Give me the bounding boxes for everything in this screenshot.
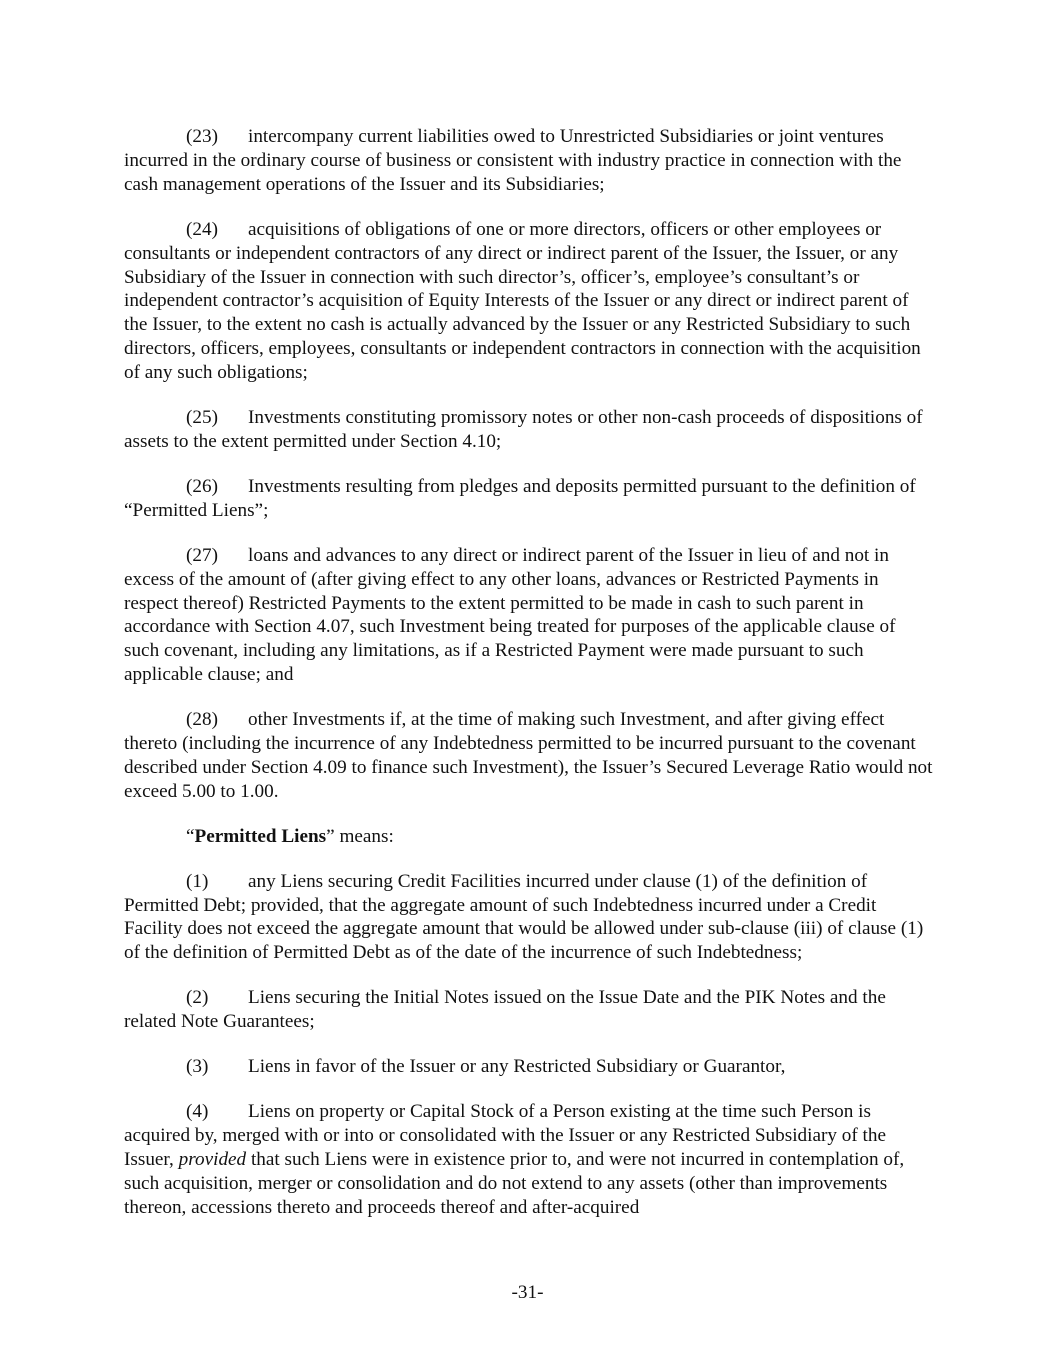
clause-text: loans and advances to any direct or indirect parent of the Issuer in lieu of and not in excess of the amount of (after giving effect to any other loans, advances or Restricted Payments in respect thereof) Restricted Payments to the extent permitted to be made in cash to such parent in accordance with Section 4.07, such Investment being treated for purposes of the applicable clause of such covenant, including any limitations, as if a Restricted Payment were made pursuant to such applicable clause; and <box>124 544 896 686</box>
clause-text: other Investments if, at the time of making such Investment, and after giving effect thereto (including the incurrence of any Indebtedness permitted to be incurred pursuant to the covenant described under Section 4.09 to finance such Investment), the Issuer’s Secured Leverage Ratio would not exceed 5.00 to 1.00. <box>124 709 933 802</box>
lien-clause-2 <box>124 986 934 1034</box>
clause-text: Liens securing the Initial Notes issued on the Issue Date and the PIK Notes and the related Note Guarantees; <box>124 987 886 1033</box>
clause-26 <box>124 475 934 523</box>
lien-clause-3 <box>124 1055 934 1079</box>
clause-number: (2) <box>186 987 209 1009</box>
clause-number: (24) <box>186 218 218 240</box>
lien-clause-4 <box>124 1100 934 1220</box>
clause-number: (3) <box>186 1056 209 1078</box>
clause-text: Liens in favor of the Issuer or any Restricted Subsidiary or Guarantor, <box>248 1056 786 1078</box>
clause-28 <box>124 708 934 804</box>
clause-number: (26) <box>186 475 218 497</box>
clause-number: (27) <box>186 544 218 566</box>
heading-suffix: ” means: <box>326 825 394 847</box>
clause-25 <box>124 406 934 454</box>
clause-text-after: that such Liens were in existence prior to, and were not incurred in contemplation of, such acquisition, merger or consolidation and do not extend to any assets (other than improvements thereon, accessions thereto and proceeds thereof and after-acquired <box>124 1148 905 1218</box>
page-number: -31- <box>511 1282 544 1303</box>
clause-27 <box>124 544 934 687</box>
clause-text-before: Liens on property or Capital Stock of a Person existing at the time such Person is acquired by, merged with or into or consolidated with the Issuer or any Restricted Subsidiary of the Issuer, <box>124 1101 886 1170</box>
clause-23 <box>124 125 934 197</box>
document-body <box>124 125 934 1241</box>
clause-text: any Liens securing Credit Facilities incurred under clause (1) of the definition of Permitted Debt; provided, that the aggregate amount of such Indebtedness incurred under a Credit Facility does not exceed the aggregate amount that would be allowed under sub-clause (iii) of clause (1) of the definition of Permitted Debt as of the date of the incurrence of such Indebtedness; <box>124 870 924 964</box>
open-quote: “ <box>186 825 195 847</box>
lien-clause-1 <box>124 870 934 966</box>
clause-24 <box>124 218 934 385</box>
clause-text: acquisitions of obligations of one or more directors, officers or other employees or consultants or independent contractors of any direct or indirect parent of the Issuer, the Issuer, or any Subsidiary of the Issuer in connection with such director’s, officer’s, employee’s consultant’s or independent contractor’s acquisition of Equity Interests of the Issuer or any direct or indirect parent of the Issuer, to the extent no cash is actually advanced by the Issuer or any Restricted Subsidiary to such directors, officers, employees, consultants or independent contractors in connection with the acquisition of any such obligations; <box>124 218 921 384</box>
clause-number: (28) <box>186 709 218 731</box>
clause-text: Investments constituting promissory notes or other non-cash proceeds of dispositions of assets to the extent permitted under Section 4.10; <box>124 407 923 452</box>
clause-number: (4) <box>186 1101 209 1122</box>
definition-heading <box>124 825 934 849</box>
clause-number: (25) <box>186 407 218 429</box>
clause-number: (23) <box>186 126 218 147</box>
clause-text: intercompany current liabilities owed to Unrestricted Subsidiaries or joint ventures incurred in the ordinary course of business or consistent with industry practice in connection with the cash management operations of the Issuer and its Subsidiaries; <box>124 126 902 195</box>
clause-number: (1) <box>186 870 209 892</box>
clause-text: Investments resulting from pledges and deposits permitted pursuant to the definition of “Permitted Liens”; <box>124 475 916 521</box>
defined-term: Permitted Liens <box>194 825 327 847</box>
clause-text-italic: provided <box>178 1148 247 1170</box>
